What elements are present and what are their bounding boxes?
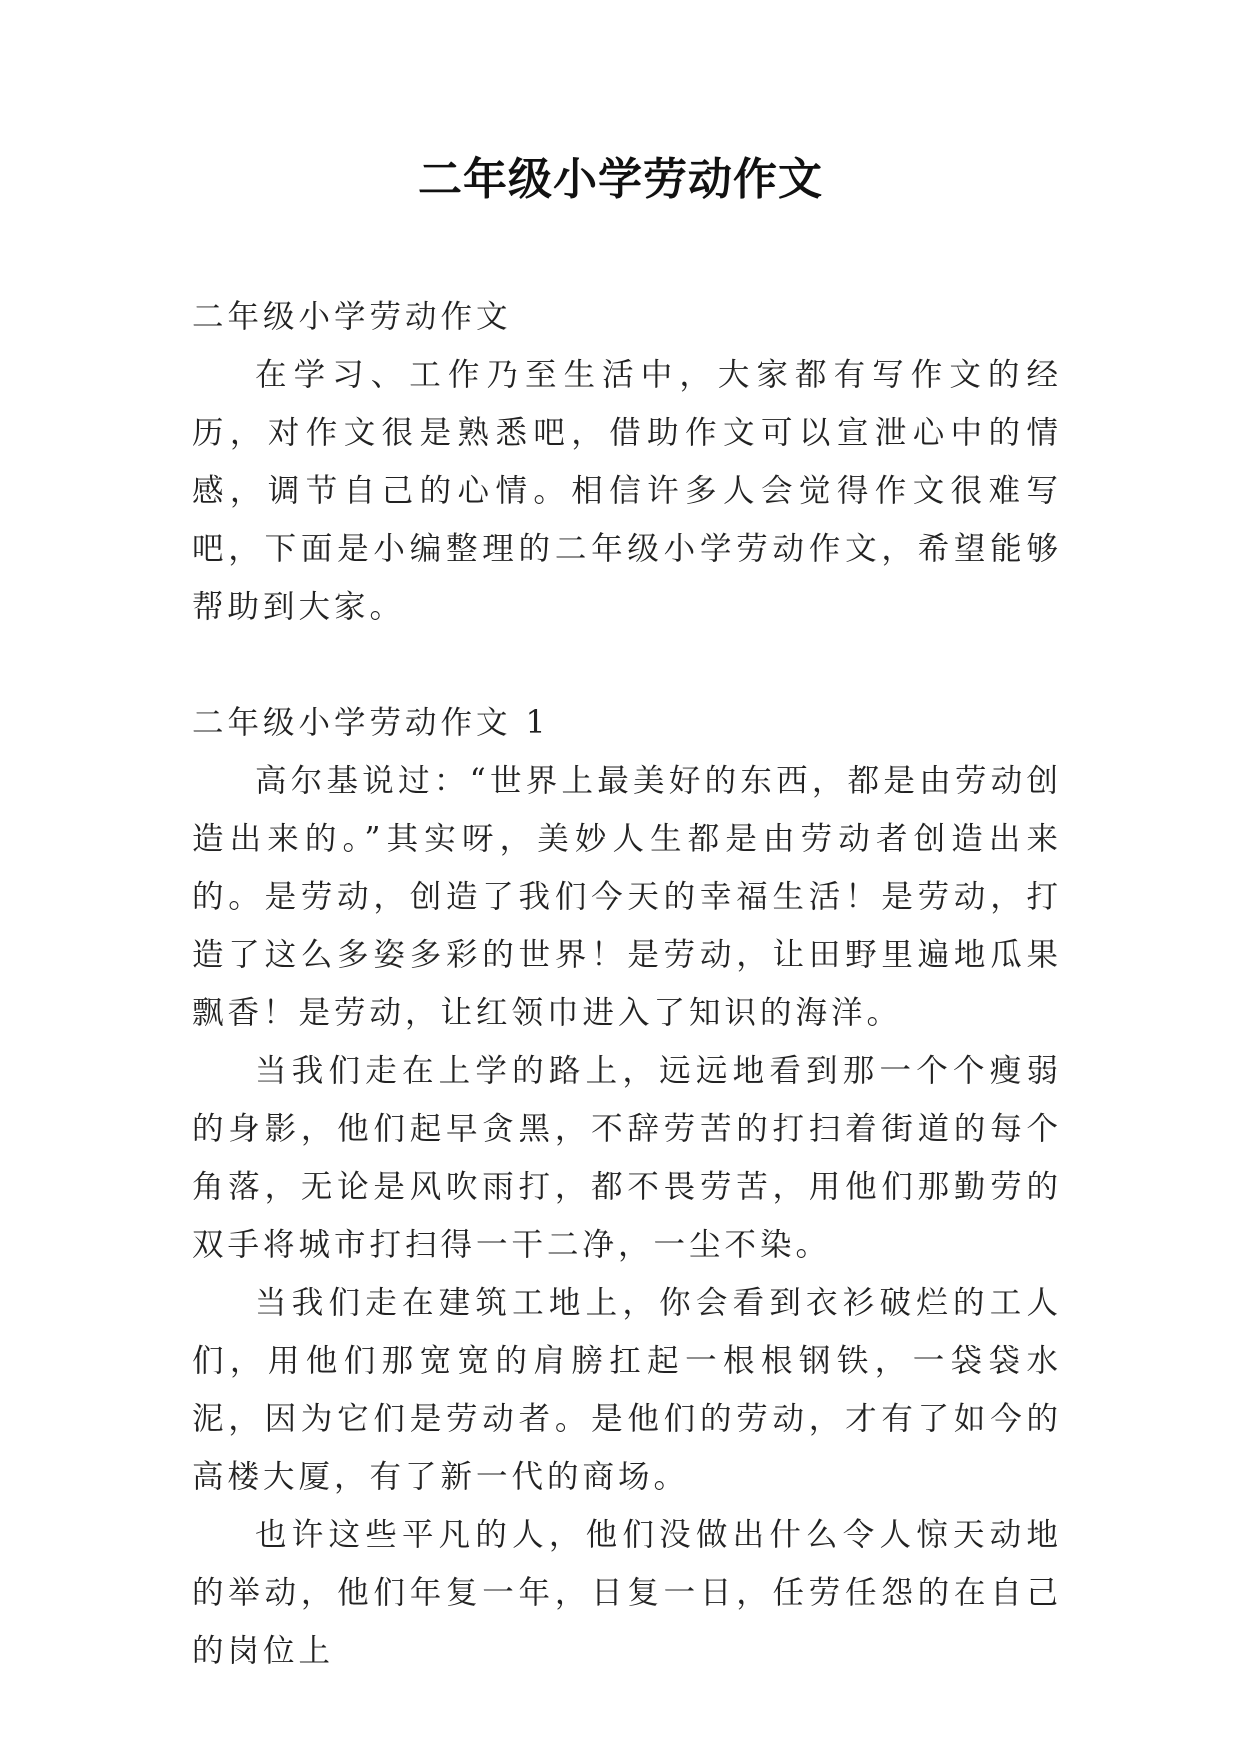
document-title: 二年级小学劳动作文: [418, 154, 823, 205]
essay1-paragraph-2: 当我们走在上学的路上，远远地看到那一个个瘦弱的身影，他们起早贪黑，不辞劳苦的打扫着街道的每个角落，无论是风吹雨打，都不畏劳苦，用他们那勤劳的双手将城市打扫得一干二净，一尘不染。: [192, 1053, 1062, 1263]
document-body: [192, 288, 1062, 1680]
intro-heading: 二年级小学劳动作文: [192, 299, 512, 335]
section-spacer: [192, 636, 1062, 694]
essay1-paragraph-3: 当我们走在建筑工地上，你会看到衣衫破烂的工人们，用他们那宽宽的肩膀扛起一根根钢铁，一袋袋水泥，因为它们是劳动者。是他们的劳动，才有了如今的高楼大厦，有了新一代的商场。: [192, 1285, 1062, 1495]
essay1-paragraph-1: 高尔基说过：“世界上最美好的东西，都是由劳动创造出来的。”其实呀，美妙人生都是由劳动者创造出来的。是劳动，创造了我们今天的幸福生活！是劳动，打造了这么多姿多彩的世界！是劳动，让田野里遍地瓜果飘香！是劳动，让红领巾进入了知识的海洋。: [192, 763, 1062, 1031]
intro-paragraph: 在学习、工作乃至生活中，大家都有写作文的经历，对作文很是熟悉吧，借助作文可以宣泄心中的情感，调节自己的心情。相信许多人会觉得作文很难写吧，下面是小编整理的二年级小学劳动作文，希望能够帮助到大家。: [192, 357, 1062, 625]
essay1-paragraph-4: 也许这些平凡的人，他们没做出什么令人惊天动地的举动，他们年复一年，日复一日，任劳任怨的在自己的岗位上: [192, 1517, 1062, 1669]
essay1-heading: 二年级小学劳动作文 1: [192, 705, 550, 741]
